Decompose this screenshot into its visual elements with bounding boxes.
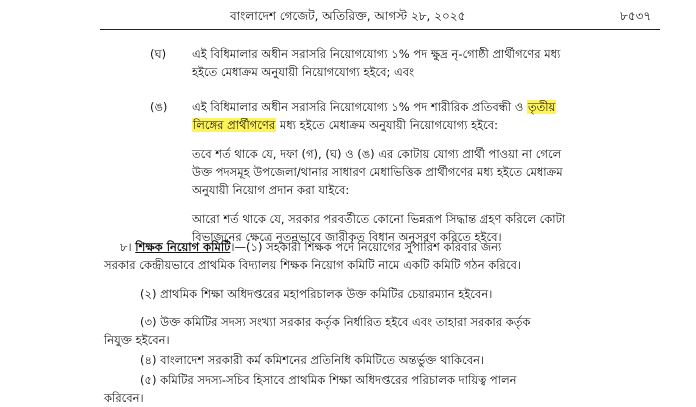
section-8-line-1 <box>120 239 501 255</box>
clause-nga-line-1-text: এই বিধিমালার অধীন সরাসরি নিয়োগযোগ্য ১% পদ শারীরিক প্রতিবন্ধী ও <box>192 100 527 114</box>
header-rule <box>100 29 660 30</box>
section-8-line-2: সরকার কেন্দ্রীয়ভাবে প্রাথমিক বিদ্যালয় শিক্ষক নিয়োগ কমিটি নামে একটি কমিটি গঠন করিবে। <box>104 258 522 272</box>
clause-3-line-1: (৩) উক্ত কমিটির সদস্য সংখ্যা সরকার কর্তৃক নির্ধারিত হইবে এবং তাহারা সরকার কর্তৃক <box>140 315 531 329</box>
clause-nga-line-1 <box>192 99 556 115</box>
section-heading: শিক্ষক নিয়োগ কমিটি <box>135 240 231 254</box>
proviso-1-line-1: তবে শর্ত থাকে যে, দফা (গ), (ঘ) ও (ঙ) এর কোটায় যোগ্য প্রার্থী পাওয়া না গেলে <box>192 147 562 161</box>
proviso-2-line-2: বিভাজনের ক্ষেত্রে নূতনভাবে জারীকৃত বিধান অনুসরণ করিতে হইবে। <box>192 230 502 244</box>
section-number: ৮। <box>120 240 132 254</box>
clause-marker-nga: (ঙ) <box>150 100 168 114</box>
page-number: ৮৫৩৭ <box>620 9 652 23</box>
proviso-1-line-2: উক্ত পদসমূহ উপজেলা/থানার সাধারণ মেধাভিত্তিক প্রার্থীগণের মধ্য হইতে মেধাক্রম <box>192 165 563 179</box>
clause-3-line-2: নিযুক্ত হইবেন। <box>104 333 170 347</box>
clause-2: (২) প্রাথমিক শিক্ষা অধিদপ্তরের মহাপরিচালক উক্ত কমিটির চেয়ারম্যান হইবেন। <box>140 287 493 301</box>
clause-gha-line-1: এই বিধিমালার অধীন সরাসরি নিয়োগযোগ্য ১% পদ ক্ষুদ্র নৃ-গোষ্ঠী প্রার্থীগণের মধ্য <box>192 47 561 61</box>
gazette-header-title: বাংলাদেশ গেজেট, অতিরিক্ত, আগস্ট ২৮, ২০২৫ <box>230 9 466 23</box>
clause-5-line-2: করিবেন। <box>104 391 144 405</box>
clause-gha-line-2: হইতে মেধাক্রম অনুযায়ী নিয়োগযোগ্য হইবে; এবং <box>192 65 415 79</box>
proviso-2-line-1: আরো শর্ত থাকে যে, সরকার পরবর্তীতে কোনো ভিন্নরূপ সিদ্ধান্ত গ্রহণ করিলে কোটা <box>192 212 566 226</box>
clause-marker-gha: (ঘ) <box>150 47 167 61</box>
clause-5-line-1: (৫) কমিটির সদস্য-সচিব হিসাবে প্রাথমিক শিক্ষা অধিদপ্তরের পরিচালক দায়িত্ব পালন <box>140 373 517 387</box>
highlighted-text: লিঙ্গের প্রার্থীগণের <box>193 118 276 132</box>
proviso-1-line-3: অনুযায়ী নিয়োগ প্রদান করা যাইবে: <box>192 183 350 197</box>
clause-4: (৪) বাংলাদেশ সরকারী কর্ম কমিশনের প্রতিনিধি কমিটিতে অন্তর্ভুক্ত থাকিবেন। <box>140 353 485 367</box>
clause-nga-line-2 <box>192 117 498 133</box>
highlighted-text: তৃতীয় <box>527 100 556 114</box>
section-8-line-1-text: ।—(১) সহকারী শিক্ষক পদে নিয়োগের সুপারিশ করিবার জন্য <box>230 240 502 254</box>
clause-nga-line-2-text: মধ্য হইতে মেধাক্রম অনুযায়ী নিয়োগযোগ্য হইবে: <box>276 118 499 132</box>
